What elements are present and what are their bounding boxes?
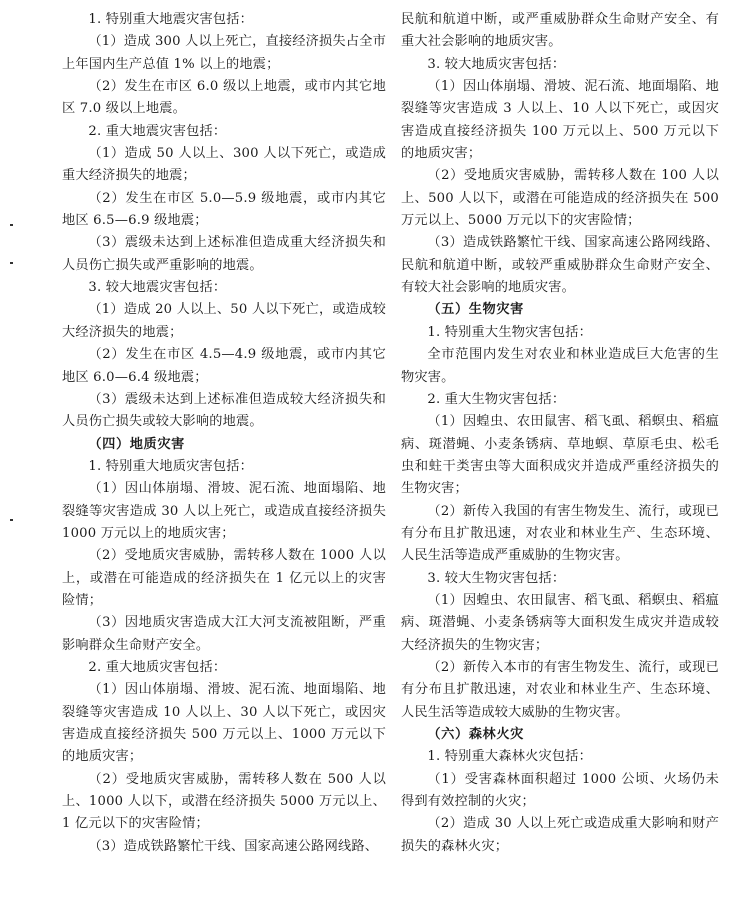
paragraph: （1）造成 50 人以上、300 人以下死亡，或造成重大经济损失的地震； <box>62 146 386 184</box>
heading-fire-1: 1. 特别重大森林火灾包括： <box>427 749 593 765</box>
paragraph: （3）造成铁路繁忙干线、国家高速公路网线路、民航和航道中断，或较严重威胁群众生命财产安全、有较大社会影响的地质灾害。 <box>401 235 719 296</box>
paragraph: （1）因蝗虫、农田鼠害、稻飞虱、稻螟虫、稻瘟病、斑潜蝇、小麦条锈病等大面积发生成灾并造成较大经济损失的生物灾害； <box>401 592 719 653</box>
paragraph: （1）受害森林面积超过 1000 公顷、火场仍未得到有效控制的火灾； <box>401 771 719 810</box>
heading-geo-3: 3. 较大地质灾害包括： <box>427 56 566 72</box>
section-heading-geology: （四）地质灾害 <box>88 436 185 452</box>
paragraph: （1）造成 300 人以上死亡，直接经济损失占全市上年国内生产总值 1% 以上的地震； <box>62 34 386 72</box>
paragraph: （2）发生在市区 4.5—4.9 级地震，或市内其它地区 6.0—6.4 级地震； <box>62 347 386 385</box>
scan-mark <box>10 262 13 264</box>
scan-mark <box>10 224 13 226</box>
paragraph: （1）因山体崩塌、滑坡、泥石流、地面塌陷、地裂缝等灾害造成 3 人以上、10 人以下死亡，或因灾害造成直接经济损失 100 万元以上、500 万元以下的地质灾害； <box>401 79 719 162</box>
heading-eq-1: 1. 特别重大地震灾害包括： <box>88 12 254 27</box>
left-column <box>62 9 386 858</box>
paragraph: （2）新传入本市的有害生物发生、流行，或现已有分布且扩散迅速，对农业和林业生产、生态环境、人民生活等造成较大威胁的生物灾害。 <box>401 659 719 720</box>
heading-eq-2: 2. 重大地震灾害包括： <box>88 123 227 139</box>
heading-bio-3: 3. 较大生物灾害包括： <box>427 570 566 586</box>
section-heading-biology: （五）生物灾害 <box>427 302 524 318</box>
paragraph: （2）发生在市区 5.0—5.9 级地震，或市内其它地区 6.5—6.9 级地震； <box>62 190 386 229</box>
paragraph: （2）受地质灾害威胁，需转移人数在 1000 人以上，或潜在可能造成的经济损失在 1 亿元以上的灾害险情； <box>62 548 386 608</box>
paragraph: （2）受地质灾害威胁，需转移人数在 500 人以上、1000 人以下，或潜在经济损失 5000 万元以上、1 亿元以下的灾害险情； <box>62 771 386 832</box>
paragraph: （1）因山体崩塌、滑坡、泥石流、地面塌陷、地裂缝等灾害造成 30 人以上死亡，或造成直接经济损失 1000 万元以上的地质灾害； <box>62 481 386 541</box>
heading-bio-1: 1. 特别重大生物灾害包括： <box>427 324 593 340</box>
paragraph: （2）发生在市区 6.0 级以上地震，或市内其它地区 7.0 级以上地震。 <box>62 79 386 117</box>
paragraph: （3）造成铁路繁忙干线、国家高速公路网线路、 <box>88 838 379 854</box>
heading-bio-2: 2. 重大生物灾害包括： <box>427 391 566 407</box>
paragraph: 全市范围内发生对农业和林业造成巨大危害的生物灾害。 <box>401 347 719 385</box>
paragraph: （1）造成 20 人以上、50 人以下死亡，或造成较大经济损失的地震； <box>62 302 386 340</box>
heading-geo-2: 2. 重大地质灾害包括： <box>88 659 227 675</box>
paragraph: （1）因山体崩塌、滑坡、泥石流、地面塌陷、地裂缝等灾害造成 10 人以上、30 人以下死亡，或因灾害造成直接经济损失 500 万元以上、1000 万元以下的地质灾害； <box>62 682 386 765</box>
paragraph-continued: 民航和航道中断，或严重威胁群众生命财产安全、有重大社会影响的地质灾害。 <box>401 12 719 50</box>
paragraph: （1）因蝗虫、农田鼠害、稻飞虱、稻螟虫、稻瘟病、斑潜蝇、小麦条锈病、草地螟、草原毛虫、松毛虫和蛀干类害虫等大面积成灾并造成严重经济损失的生物灾害； <box>401 414 719 497</box>
right-column <box>401 9 719 858</box>
section-heading-forest-fire: （六）森林火灾 <box>427 727 524 742</box>
heading-geo-1: 1. 特别重大地质灾害包括： <box>88 458 254 474</box>
paragraph: （3）震级未达到上述标准但造成较大经济损失和人员伤亡损失或较大影响的地震。 <box>62 391 386 430</box>
paragraph: （2）新传入我国的有害生物发生、流行，或现已有分布且扩散迅速，对农业和林业生产、生态环境、人民生活等造成严重威胁的生物灾害。 <box>401 503 719 564</box>
scan-mark <box>10 519 13 521</box>
paragraph: （2）受地质灾害威胁，需转移人数在 100 人以上、500 人以下，或潜在可能造成的经济损失在 500 万元以上、5000 万元以下的灾害险情； <box>401 168 719 229</box>
paragraph: （2）造成 30 人以上死亡或造成重大影响和财产损失的森林火灾； <box>401 816 719 854</box>
paragraph: （3）震级未达到上述标准但造成重大经济损失和人员伤亡损失或严重影响的地震。 <box>62 235 386 273</box>
paragraph: （3）因地质灾害造成大江大河支流被阻断，严重影响群众生命财产安全。 <box>62 615 386 653</box>
heading-eq-3: 3. 较大地震灾害包括： <box>88 280 227 296</box>
